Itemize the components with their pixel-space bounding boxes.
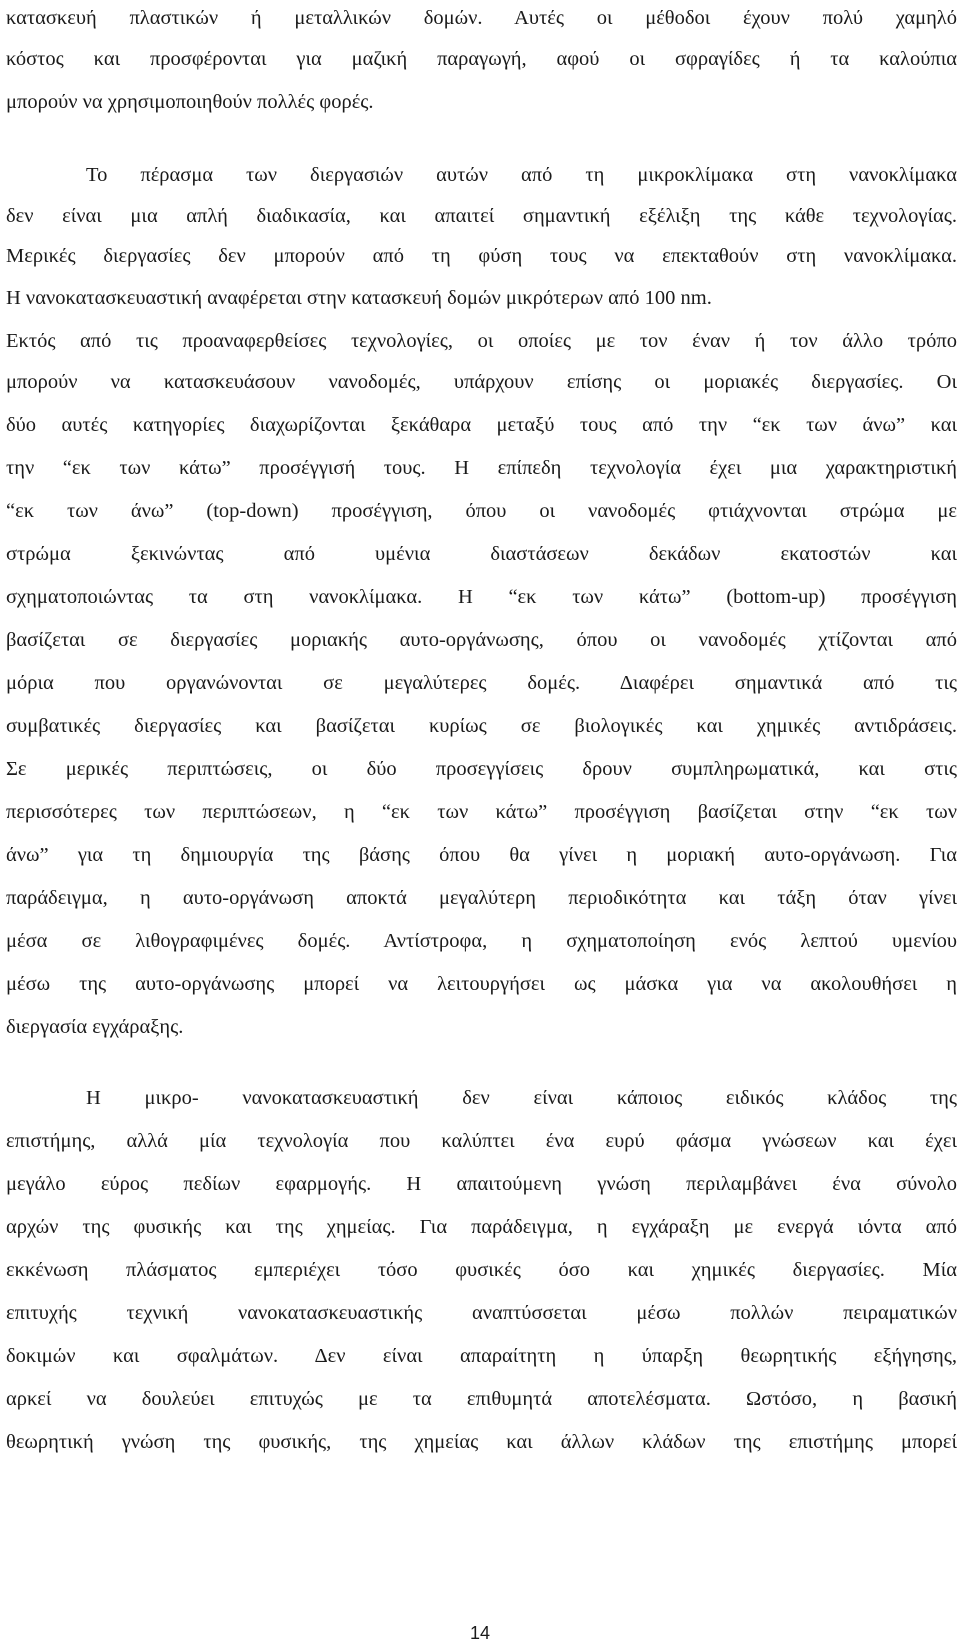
text-line: μόρια που οργανώνονται σε μεγαλύτερες δομές. Διαφέρει σημαντικά από τις: [6, 672, 957, 694]
text-line: μέσα σε λιθογραφιμένες δομές. Αντίστροφα, η σχηματοποίηση ενός λεπτού υμενίου: [6, 930, 957, 952]
text-line: σχηματοποιώντας τα στη νανοκλίμακα. Η “εκ των κάτω” (bottom-up) προσέγγιση: [6, 586, 957, 608]
text-line: μέσω της αυτο-οργάνωσης μπορεί να λειτουργήσει ως μάσκα για να ακολουθήσει η: [6, 973, 957, 995]
text-line: κατασκευή πλαστικών ή μεταλλικών δομών. Αυτές οι μέθοδοι έχουν πολύ χαμηλό: [6, 7, 957, 29]
text-line: την “εκ των κάτω” προσέγγισή τους. Η επίπεδη τεχνολογία έχει μια χαρακτηριστική: [6, 457, 957, 479]
text-line: “εκ των άνω” (top-down) προσέγγιση, όπου οι νανοδομές φτιάχνονται στρώμα με: [6, 500, 957, 522]
text-line: μεγάλο εύρος πεδίων εφαρμογής. Η απαιτούμενη γνώση περιλαμβάνει ένα σύνολο: [6, 1173, 957, 1195]
text-line: αρχών της φυσικής και της χημείας. Για παράδειγμα, η εγχάραξη με ενεργά ιόντα από: [6, 1216, 957, 1238]
text-line: δύο αυτές κατηγορίες διαχωρίζονται ξεκάθαρα μεταξύ τους από την “εκ των άνω” και: [6, 414, 957, 436]
text-line: άνω” για τη δημιουργία της βάσης όπου θα γίνει η μοριακή αυτο-οργάνωση. Για: [6, 844, 957, 866]
text-line: παράδειγμα, η αυτο-οργάνωση αποκτά μεγαλύτερη περιοδικότητα και τάξη όταν γίνει: [6, 887, 957, 909]
text-line: διεργασία εγχάραξης.: [6, 1016, 184, 1038]
text-line: Η νανοκατασκευαστική αναφέρεται στην κατασκευή δομών μικρότερων από 100 nm.: [6, 287, 712, 309]
text-line: δοκιμών και σφαλμάτων. Δεν είναι απαραίτητη η ύπαρξη θεωρητικής εξήγησης,: [6, 1345, 957, 1367]
text-line: περισσότερες των περιπτώσεων, η “εκ των κάτω” προσέγγιση βασίζεται στην “εκ των: [6, 801, 957, 823]
text-line: στρώμα ξεκινώντας από υμένια διαστάσεων δεκάδων εκατοστών και: [6, 543, 957, 565]
page-number: 14: [469, 1623, 491, 1643]
text-line: Σε μερικές περιπτώσεις, οι δύο προσεγγίσεις δρουν συμπληρωματικά, και στις: [6, 758, 957, 780]
text-line: συμβατικές διεργασίες και βασίζεται κυρίως σε βιολογικές και χημικές αντιδράσεις.: [6, 715, 957, 737]
text-line: θεωρητική γνώση της φυσικής, της χημείας και άλλων κλάδων της επιστήμης μπορεί: [6, 1431, 957, 1453]
text-line: βασίζεται σε διεργασίες μοριακής αυτο-οργάνωσης, όπου οι νανοδομές χτίζονται από: [6, 629, 957, 651]
text-line: αρκεί να δουλεύει επιτυχώς με τα επιθυμητά αποτελέσματα. Ωστόσο, η βασική: [6, 1388, 957, 1410]
text-line: κόστος και προσφέρονται για μαζική παραγωγή, αφού οι σφραγίδες ή τα καλούπια: [6, 48, 957, 70]
paragraph-first-line: Το πέρασμα των διεργασιών αυτών από τη μικροκλίμακα στη νανοκλίμακα: [86, 164, 957, 186]
text-line: επιστήμης, αλλά μία τεχνολογία που καλύπτει ένα ευρύ φάσμα γνώσεων και έχει: [6, 1130, 957, 1152]
text-line: μπορούν να κατασκευάσουν νανοδομές, υπάρχουν επίσης οι μοριακές διεργασίες. Οι: [6, 371, 957, 393]
text-line: Μερικές διεργασίες δεν μπορούν από τη φύση τους να επεκταθούν στη νανοκλίμακα.: [6, 245, 957, 267]
text-line: μπορούν να χρησιμοποιηθούν πολλές φορές.: [6, 91, 374, 113]
text-line: εκκένωση πλάσματος εμπεριέχει τόσο φυσικές όσο και χημικές διεργασίες. Μία: [6, 1259, 957, 1281]
paragraph-first-line: Η μικρο- νανοκατασκευαστική δεν είναι κάποιος ειδικός κλάδος της: [86, 1087, 957, 1109]
text-line: επιτυχής τεχνική νανοκατασκευαστικής αναπτύσσεται μέσω πολλών πειραματικών: [6, 1302, 957, 1324]
text-line: δεν είναι μια απλή διαδικασία, και απαιτεί σημαντική εξέλιξη της κάθε τεχνολογίας.: [6, 205, 957, 227]
text-line: Εκτός από τις προαναφερθείσες τεχνολογίες, οι οποίες με τον έναν ή τον άλλο τρόπο: [6, 330, 957, 352]
